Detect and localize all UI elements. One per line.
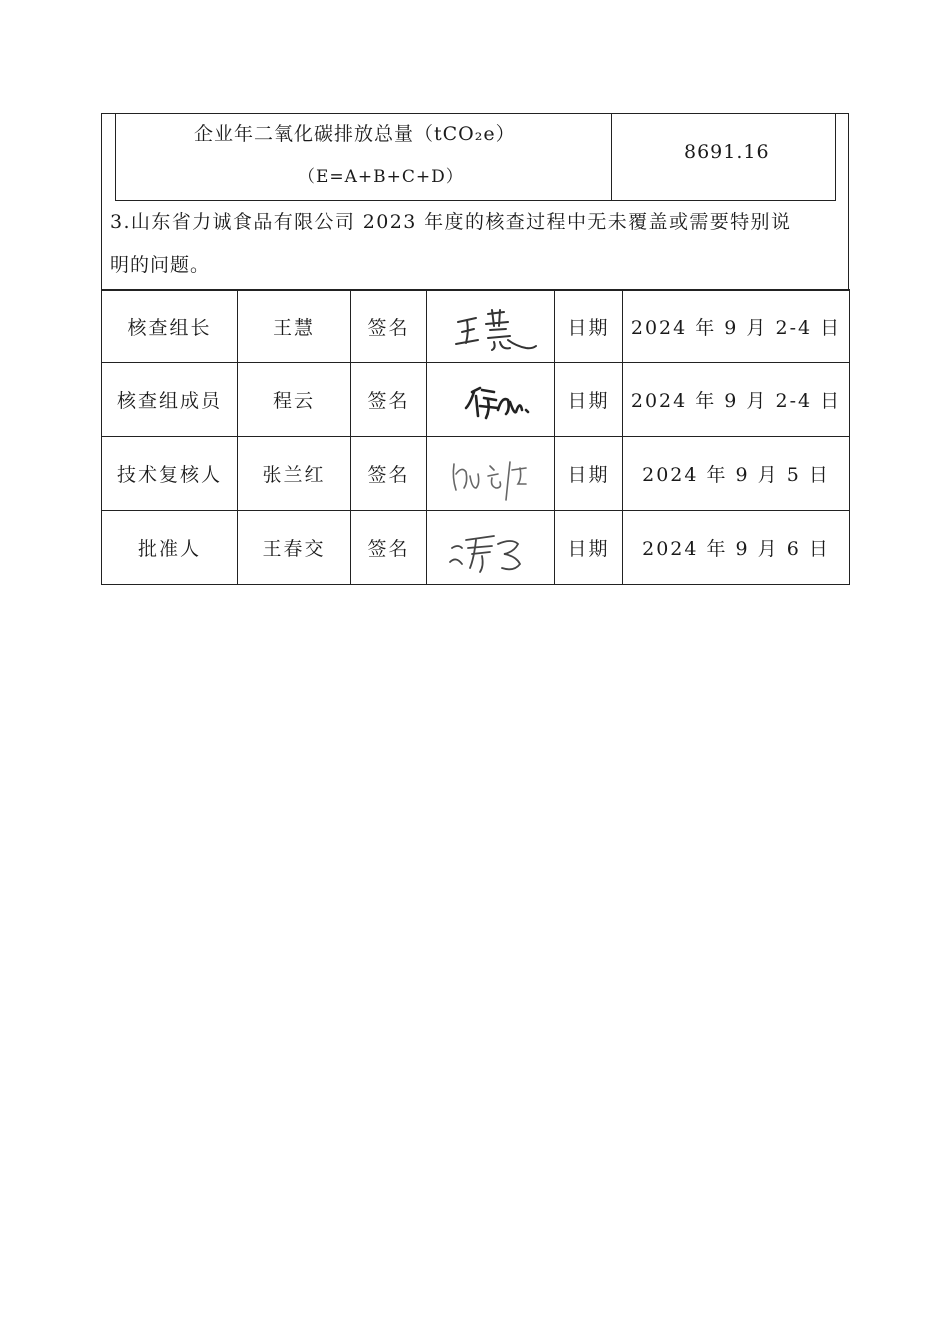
date-label-cell: 日期 <box>555 363 623 437</box>
date-cell: 2024 年 9 月 5 日 <box>623 437 850 511</box>
name-cell: 程云 <box>238 363 351 437</box>
name-cell: 张兰红 <box>238 437 351 511</box>
signoff-table <box>101 289 850 585</box>
table-row <box>102 290 850 363</box>
summary-value: 8691.16 <box>684 141 770 163</box>
date-label-cell: 日期 <box>555 437 623 511</box>
note-line2: 明的问题。 <box>110 254 211 276</box>
role-cell: 核查组长 <box>102 290 238 363</box>
summary-label-line1: 企业年二氧化碳排放总量（tCO₂e） <box>194 123 516 145</box>
date-cell: 2024 年 9 月 2-4 日 <box>623 363 850 437</box>
sign-label-cell: 签名 <box>351 511 427 585</box>
sign-label-cell: 签名 <box>351 290 427 363</box>
role-cell: 技术复核人 <box>102 437 238 511</box>
signature-cell <box>427 511 555 585</box>
role-cell: 批准人 <box>102 511 238 585</box>
handwritten-signature <box>436 444 546 504</box>
signature-cell <box>427 363 555 437</box>
role-cell: 核查组成员 <box>102 363 238 437</box>
date-cell: 2024 年 9 月 2-4 日 <box>623 290 850 363</box>
signature-cell <box>427 437 555 511</box>
date-label-cell: 日期 <box>555 511 623 585</box>
handwritten-signature <box>436 370 546 430</box>
handwritten-signature <box>436 296 546 356</box>
name-cell: 王慧 <box>238 290 351 363</box>
date-label-cell: 日期 <box>555 290 623 363</box>
summary-label-line2: （E=A+B+C+D） <box>298 167 464 187</box>
name-cell: 王春交 <box>238 511 351 585</box>
sign-label-cell: 签名 <box>351 363 427 437</box>
table-row <box>102 511 850 585</box>
table-row <box>102 437 850 511</box>
table-row <box>102 363 850 437</box>
date-cell: 2024 年 9 月 6 日 <box>623 511 850 585</box>
sign-label-cell: 签名 <box>351 437 427 511</box>
signature-cell <box>427 290 555 363</box>
handwritten-signature <box>436 518 546 578</box>
note-line1: 3.山东省力诚食品有限公司 2023 年度的核查过程中无未覆盖或需要特别说 <box>110 211 792 233</box>
